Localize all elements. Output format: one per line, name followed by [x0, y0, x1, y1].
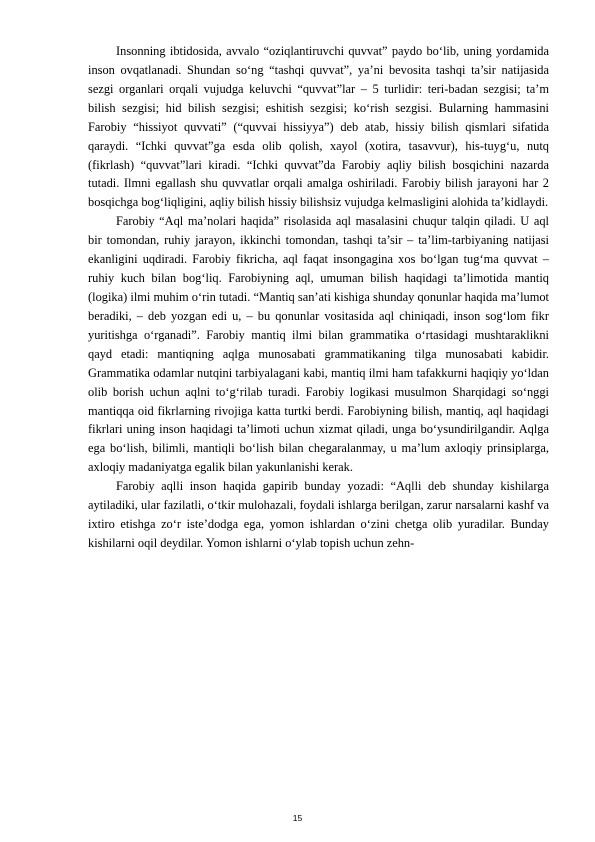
paragraph-3: Farobiy aqlli inson haqida gapirib bunday yozadi: “Aqlli deb shunday kishilarga aytiladiki, ular fazilatli, o‘tkir mulohazali, foydali ishlarga berilgan, zarur narsalarni kashf va ixtiro etishga zo‘r iste’dodga ega, yomon ishlardan o‘zini chetga olib yuradilar. Bunday kishilarni oqil deydilar. Yomon ishlarni o‘ylab topish uchun zehn-: [88, 479, 549, 550]
page-number: 15: [292, 813, 303, 823]
paragraph-1: Insonning ibtidosida, avvalo “oziqlantiruvchi quvvat” paydo bo‘lib, uning yordamida inson ovqatlanadi. Shundan so‘ng “tashqi quvvat”, ya’ni bevosita tashqi ta’sir natijasida sezgi organlari orqali vujudga keluvchi “quvvat”lar – 5 turlidir: teri-badan sezgisi; ta’m bilish sezgisi; hid bilish sezgisi; eshitish sezgisi; ko‘rish sezgisi. Bularning hammasini Farobiy “hissiyot quvvati” (“quvvai hissiyya”) deb atab, hissiy bilish qismlari sifatida qaraydi. “Ichki quvvat”ga esda olib qolish, xayol (xotira, tasavvur), his-tuyg‘u, nutq (fikrlash) “quvvat”lari kiradi. “Ichki quvvat”da Farobiy aqliy bilish bosqichini nazarda tutadi. Ilmni egallash shu quvvatlar orqali amalga oshiriladi. Farobiy bilish jarayoni har 2 bosqichga bog‘liqligini, aqliy bilish hissiy bilishsiz vujudga kelmasligini alohida ta’kidlaydi.: [88, 44, 549, 210]
paragraph-2: Farobiy “Aql ma’nolari haqida” risolasida aql masalasini chuqur talqin qiladi. U aql bir tomondan, ruhiy jarayon, ikkinchi tomondan, tashqi ta’sir – ta’lim-tarbiyaning natijasi ekanligini uqdiradi. Farobiy fikricha, aql faqat insongagina xos bo‘lgan tug‘ma quvvat – ruhiy kuch bilan bog‘liq. Farobiyning aql, umuman bilish haqidagi ta’limotida mantiq (logika) ilmi muhim o‘rin tutadi. “Mantiq san’ati kishiga shunday qonunlar haqida ma’lumot beradiki, – deb yozgan edi u, – bu qonunlar vositasida aql chiniqadi, inson sog‘lom fikr yuritishga o‘rganadi”. Farobiy mantiq ilmi bilan grammatika o‘rtasidagi mushtaraklikni qayd etadi: mantiqning aqlga munosabati grammatikaning tilga munosabati kabidir. Grammatika odamlar nutqini tarbiyalagani kabi, mantiq ilmi ham tafakkurni haqiqiy yo‘ldan olib borish uchun aqlni to‘g‘rilab turadi. Farobiy logikasi musulmon Sharqidagi so‘nggi mantiqqa oid fikrlarning rivojiga katta turtki berdi. Farobiyning bilish, mantiq, aql haqidagi fikrlari uning inson haqidagi ta’limoti uchun xizmat qiladi, unga bo‘ysundirilgandir. Aqlga ega bo‘lish, bilimli, mantiqli bo‘lish bilan chegaralanmay, u ma’lum axloqiy prinsiplarga, axloqiy madaniyatga egalik bilan yakunlanishi kerak.: [88, 214, 549, 475]
document-page: [88, 42, 549, 553]
